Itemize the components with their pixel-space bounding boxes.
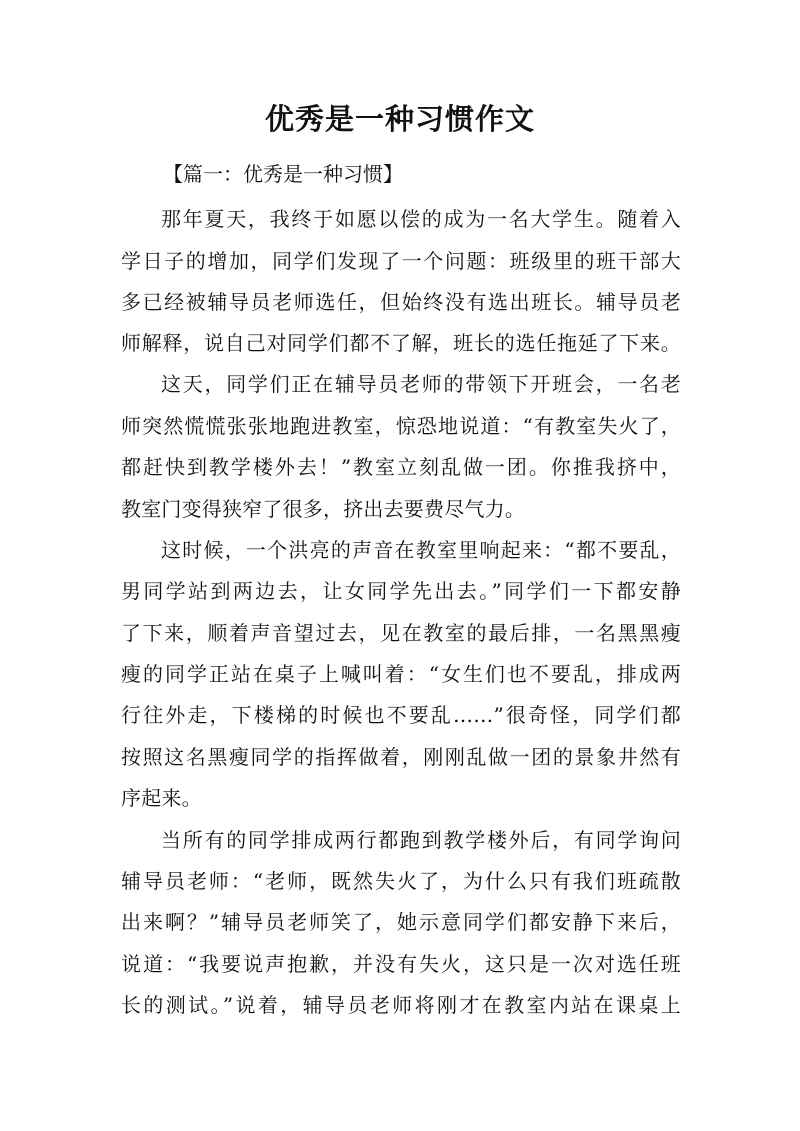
text-line: 学日子的增加，同学们发现了一个问题：班级里的班干部大 bbox=[121, 249, 681, 273]
text-line: 按照这名黑瘦同学的指挥做着，刚刚乱做一团的景象井然有 bbox=[121, 745, 681, 769]
text-line: 这天，同学们正在辅导员老师的带领下开班会，一名老 bbox=[161, 372, 681, 396]
text-line: 这时候，一个洪亮的声音在教室里响起来：“都不要乱， bbox=[161, 538, 681, 562]
document-title: 优秀是一种习惯作文 bbox=[264, 102, 535, 136]
text-line: 教室门变得狭窄了很多，挤出去要费尽气力。 bbox=[121, 497, 525, 521]
text-line: 男同学站到两边去，让女同学先出去。”同学们一下都安静 bbox=[121, 579, 681, 603]
text-line: 师解释，说自己对同学们都不了解，班长的选任拖延了下来。 bbox=[121, 331, 681, 355]
text-line: 辅导员老师：“老师，既然失火了，为什么只有我们班疏散 bbox=[121, 869, 681, 893]
text-line: 瘦的同学正站在桌子上喊叫着：“女生们也不要乱，排成两 bbox=[121, 662, 681, 686]
text-line: 了下来，顺着声音望过去，见在教室的最后排，一名黑黑瘦 bbox=[121, 621, 681, 645]
text-line: 多已经被辅导员老师选任，但始终没有选出班长。辅导员老 bbox=[121, 290, 681, 314]
text-line: 长的测试。”说着，辅导员老师将刚才在教室内站在课桌上 bbox=[121, 993, 681, 1017]
text-line: 行往外走，下楼梯的时候也不要乱……”很奇怪，同学们都 bbox=[121, 703, 681, 727]
text-line: 师突然慌慌张张地跑进教室，惊恐地说道：“有教室失火了， bbox=[121, 414, 681, 438]
text-line: 出来啊？”辅导员老师笑了，她示意同学们都安静下来后， bbox=[121, 910, 681, 934]
text-line: 那年夏天，我终于如愿以偿的成为一名大学生。随着入 bbox=[161, 207, 681, 231]
text-line: 序起来。 bbox=[121, 786, 202, 810]
text-line: 说道：“我要说声抱歉，并没有失火，这只是一次对选任班 bbox=[121, 952, 681, 976]
text-line: 当所有的同学排成两行都跑到教学楼外后，有同学询问 bbox=[161, 828, 681, 852]
section-heading: 【篇一：优秀是一种习惯】 bbox=[163, 162, 403, 186]
text-line: 都赶快到教学楼外去！”教室立刻乱做一团。你推我挤中， bbox=[121, 455, 681, 479]
